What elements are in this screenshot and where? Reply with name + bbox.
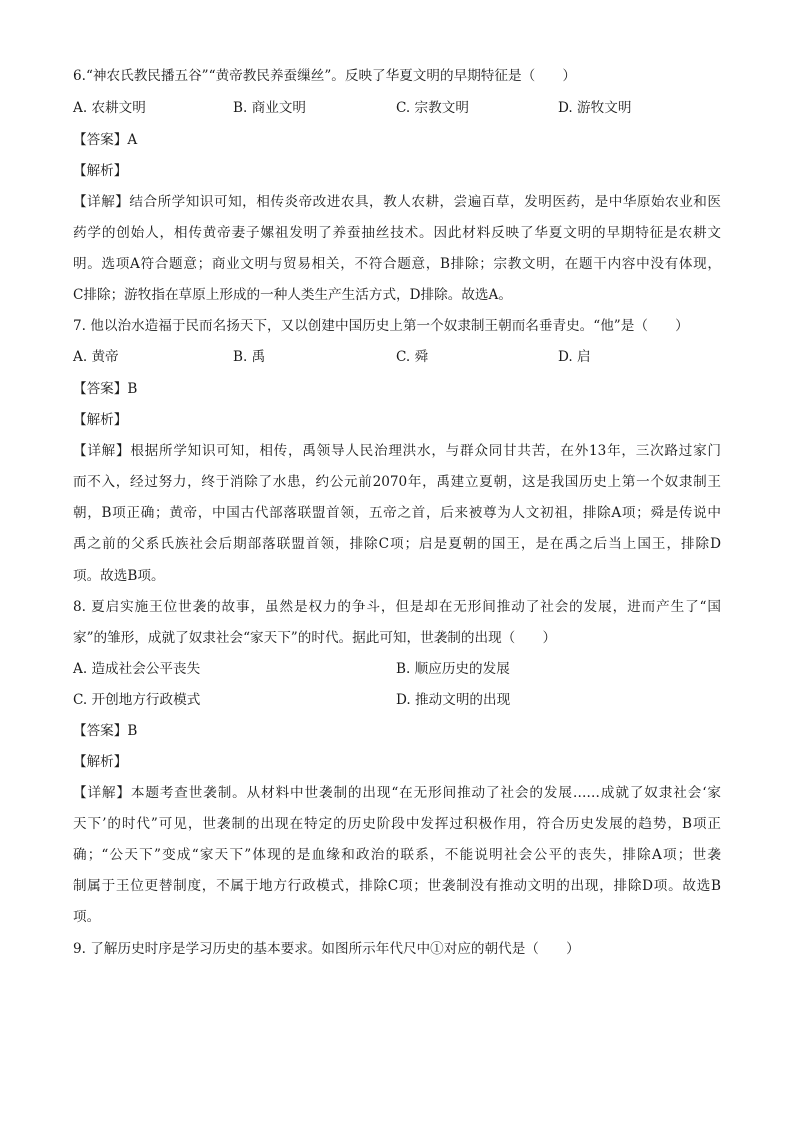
q8-stem-line: 8. 夏启实施王位世袭的故事，虽然是权力的争斗，但是却在无形间推动了社会的发展，进而产生了“国: [73, 599, 721, 615]
q6-option-a: A. 农耕文明: [73, 100, 146, 116]
q8-option-b: B. 顺应历史的发展: [396, 661, 510, 677]
q7-analysis-label: 【解析】: [73, 412, 128, 428]
q8-detail-line: 确；“公天下”变成“家天下”体现的是血缘和政治的联系，不能说明社会公平的丧失，排除A项；世袭: [73, 847, 721, 863]
q8-stem-line: 家”的雏形，成就了奴隶社会“家天下”的时代。据此可知，世袭制的出现（ ）: [73, 630, 557, 646]
q7-detail-line: 项。故选B项。: [73, 568, 165, 584]
q6-option-d: D. 游牧文明: [558, 100, 632, 116]
q7-detail-line: 朝，B项正确；黄帝，中国古代部落联盟首领，五帝之首，后来被尊为人文初祖，排除A项；舜是传说中: [73, 505, 721, 521]
q8-option-a: A. 造成社会公平丧失: [73, 661, 201, 677]
q6-option-b: B. 商业文明: [233, 100, 307, 116]
q6-stem: 6.“神农氏教民播五谷”“黄帝教民养蚕缫丝”。反映了华夏文明的早期特征是（ ）: [73, 68, 576, 84]
q6-answer: 【答案】A: [73, 132, 138, 148]
q6-detail-line: C排除；游牧指在草原上形成的一种人类生产生活方式，D排除。故选A。: [73, 287, 512, 303]
q8-detail-line: 制属于王位更替制度，不属于地方行政模式，排除C项；世袭制没有推动文明的出现，排除D项。故选B: [73, 878, 721, 894]
q7-option-a: A. 黄帝: [73, 349, 119, 365]
q6-option-c: C. 宗教文明: [396, 100, 469, 116]
q7-detail-line: 【详解】根据所学知识可知，相传，禹领导人民治理洪水，与群众同甘共苦，在外13年，三次路过家门: [73, 443, 721, 459]
q6-detail-line: 药学的创始人，相传黄帝妻子嫘祖发明了养蚕抽丝技术。因此材料反映了华夏文明的早期特征是农耕文: [73, 225, 721, 241]
q8-analysis-label: 【解析】: [73, 754, 128, 770]
q8-detail-line: 天下’的时代”可见，世袭制的出现在特定的历史阶段中发挥过积极作用，符合历史发展的趋势，B项正: [73, 816, 721, 832]
q7-detail-line: 而不入，经过努力，终于消除了水患，约公元前2070年，禹建立夏朝，这是我国历史上第一个奴隶制王: [73, 474, 721, 490]
q7-option-b: B. 禹: [233, 349, 266, 365]
q8-answer: 【答案】B: [73, 723, 138, 739]
q6-detail-line: 明。选项A符合题意；商业文明与贸易相关，不符合题意，B排除；宗教文明，在题干内容中没有体现，: [73, 256, 721, 272]
q6-detail-line: 【详解】结合所学知识可知，相传炎帝改进农具，教人农耕，尝遍百草，发明医药，是中华原始农业和医: [73, 194, 721, 210]
q9-stem: 9. 了解历史时序是学习历史的基本要求。如图所示年代尺中①对应的朝代是（ ）: [73, 941, 580, 957]
q7-answer: 【答案】B: [73, 381, 138, 397]
q7-stem: 7. 他以治水造福于民而名扬天下，又以创建中国历史上第一个奴隶制王朝而名垂青史。“他”是（ ）: [73, 318, 689, 334]
q8-option-d: D. 推动文明的出现: [396, 692, 511, 708]
q8-detail-line: 项。: [73, 909, 101, 925]
q8-option-c: C. 开创地方行政模式: [73, 692, 201, 708]
q6-analysis-label: 【解析】: [73, 163, 128, 179]
q8-detail-line: 【详解】本题考查世袭制。从材料中世袭制的出现“在无形间推动了社会的发展……成就了奴隶社会‘家: [73, 785, 721, 801]
q7-detail-line: 禹之前的父系氏族社会后期部落联盟首领，排除C项；启是夏朝的国王，是在禹之后当上国王，排除D: [73, 536, 721, 552]
q7-option-c: C. 舜: [396, 349, 429, 365]
q7-option-d: D. 启: [558, 349, 591, 365]
